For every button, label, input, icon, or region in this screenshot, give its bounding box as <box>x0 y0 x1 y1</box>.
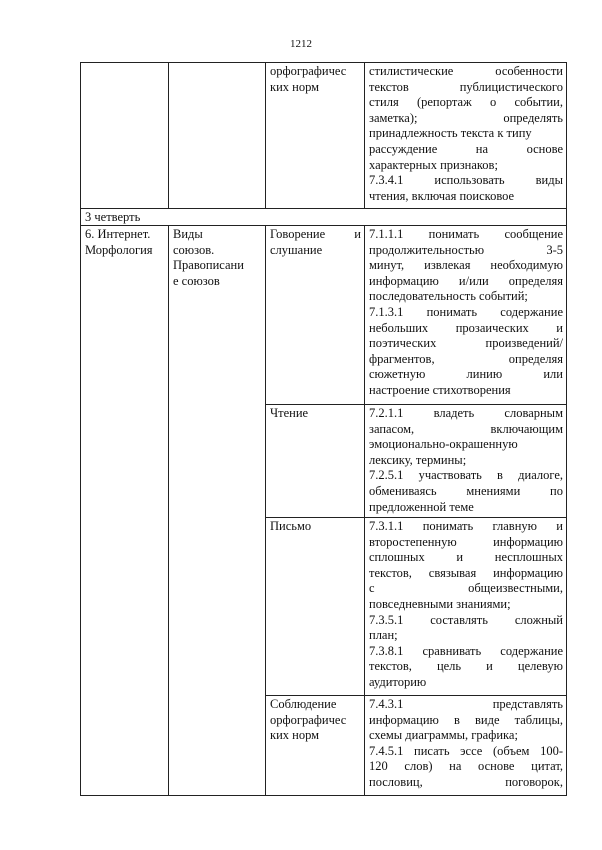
text-line: текстов публицистического <box>369 79 563 94</box>
text-line: фрагментов, определяя <box>369 351 563 366</box>
text-line: Морфология <box>85 242 153 257</box>
text-line: эмоционально-окрашенную <box>369 437 518 452</box>
column-divider-1b <box>168 225 169 796</box>
text-line: сплошных и несплошных <box>369 550 563 565</box>
text-line: 7.1.1.1 понимать сообщение <box>369 227 563 241</box>
text-line: 7.2.1.1 владеть словарным <box>369 406 563 420</box>
text-line: стиля (репортаж о событии, <box>369 95 563 110</box>
text-line: стилистические особенности <box>369 64 563 78</box>
text-line: Говорение и <box>270 227 361 241</box>
row-a-skill-cell <box>266 64 364 95</box>
text-line: текстов, цель и целевую <box>369 659 563 674</box>
text-line: ких норм <box>270 79 320 94</box>
table-border-left <box>80 62 81 796</box>
table-border-top <box>80 62 567 63</box>
text-line: обмениваясь мнениями по <box>369 483 563 498</box>
subrow-1-skill-cell <box>266 227 364 258</box>
text-line: 7.1.3.1 понимать содержание <box>369 304 563 319</box>
subrow-4-objectives-cell <box>365 697 566 791</box>
row-a-objectives-cell <box>365 64 566 204</box>
text-line: 7.4.3.1 представлять <box>369 697 563 711</box>
text-line: Виды <box>173 227 203 241</box>
text-line: схемы диаграммы, графика; <box>369 728 518 743</box>
text-line: повседневными знаниями; <box>369 596 511 611</box>
text-line: 7.3.4.1 использовать виды <box>369 173 563 188</box>
text-line: информацию в виде таблицы, <box>369 712 563 727</box>
text-line: е союзов <box>173 273 220 288</box>
table-border-right <box>566 62 567 796</box>
table-border-bottom <box>80 795 567 796</box>
text-line: второстепенную информацию <box>369 534 563 549</box>
text-line: орфографичес <box>270 712 347 727</box>
text-line: 6. Интернет. <box>85 227 151 241</box>
text-line: 7.3.1.1 понимать главную и <box>369 519 563 533</box>
subrow-4-skill-cell <box>266 697 364 744</box>
text-line: информацию и/или определяя <box>369 273 563 288</box>
text-line: чтения, включая поисковое <box>369 188 515 203</box>
subrow-1-objectives-cell <box>365 227 566 399</box>
text-line: аудиторию <box>369 674 427 689</box>
text-line: небольших прозаических и <box>369 320 563 335</box>
column-divider-1 <box>168 62 169 209</box>
subrow-divider-1 <box>265 404 567 405</box>
text-line: продолжительностью 3-5 <box>369 242 563 257</box>
text-line: заметка); определять <box>369 110 563 125</box>
row-divider-quarter-top <box>80 208 567 209</box>
text-line: минут, извлекая необходимую <box>369 258 563 273</box>
text-line: сюжетную линию или <box>369 367 563 382</box>
text-line: текстов, связывая информацию <box>369 565 563 580</box>
quarter-label: 3 четверть <box>85 210 141 224</box>
text-line: 120 слов) на основе цитат, <box>369 759 563 774</box>
subrow-2-skill-cell <box>266 406 364 422</box>
text-line: союзов. <box>173 242 215 257</box>
subrow-2-objectives-cell <box>365 406 566 515</box>
text-line: 7.3.5.1 составлять сложный <box>369 612 563 627</box>
text-line: с общеизвестными, <box>369 581 563 596</box>
subrow-divider-2 <box>265 517 567 518</box>
text-line: Соблюдение <box>270 697 337 711</box>
text-line: лексику, термины; <box>369 452 467 467</box>
text-line: поэтических произведений/ <box>369 336 563 351</box>
row-b-section-cell <box>81 227 168 258</box>
text-line: 7.2.5.1 участвовать в диалоге, <box>369 468 563 483</box>
text-line: план; <box>369 628 398 643</box>
text-line: ких норм <box>270 728 320 743</box>
text-line: 7.4.5.1 писать эссе (объем 100- <box>369 743 563 758</box>
text-line: Чтение <box>270 406 309 420</box>
text-line: характерных признаков; <box>369 157 498 172</box>
text-line: слушание <box>270 242 323 257</box>
text-line: 7.3.8.1 сравнивать содержание <box>369 643 563 658</box>
text-line: настроение стихотворения <box>369 382 511 397</box>
page-number: 1212 <box>290 38 312 50</box>
text-line: пословиц, поговорок, <box>369 774 563 789</box>
text-line: Правописани <box>173 258 244 273</box>
text-line: орфографичес <box>270 64 347 78</box>
text-line: принадлежность текста к типу <box>369 126 532 141</box>
subrow-3-skill-cell <box>266 519 364 535</box>
text-line: запасом, включающим <box>369 421 563 436</box>
subrow-3-objectives-cell <box>365 519 566 691</box>
text-line: Письмо <box>270 519 312 533</box>
text-line: последовательность событий; <box>369 289 528 304</box>
subrow-divider-3 <box>265 695 567 696</box>
row-b-topic-cell <box>169 227 265 289</box>
text-line: предложенной теме <box>369 499 474 514</box>
text-line: рассуждение на основе <box>369 141 563 156</box>
